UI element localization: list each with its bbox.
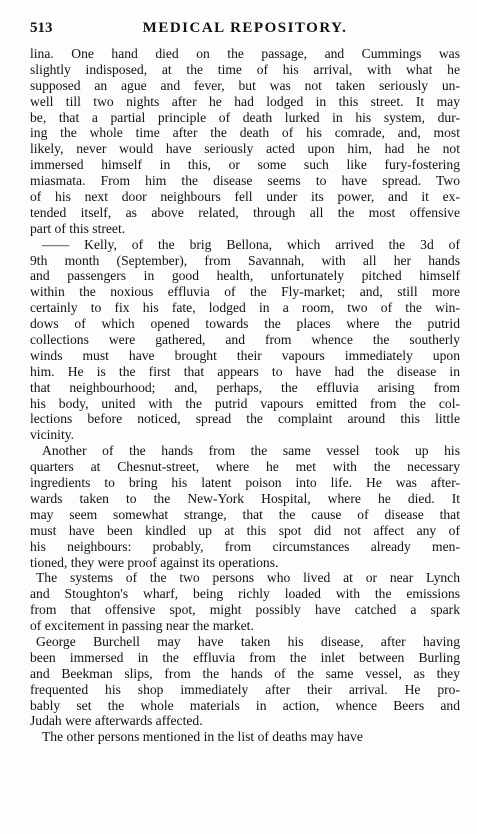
paragraph: [30, 729, 460, 745]
text-line: his neighbours: probably, from circumstances already men-: [30, 538, 460, 554]
running-title: MEDICAL REPOSITORY.: [142, 20, 348, 36]
text-line: quarters at Chesnut-street, where he met with the necessary: [30, 459, 460, 475]
body-text: [30, 46, 460, 745]
text-line: of excitement in passing near the market.: [30, 618, 254, 634]
text-line: slightly indisposed, at the time of his arrival, with what he: [30, 61, 460, 77]
text-line: frequented his shop immediately after their arrival. He pro-: [30, 681, 460, 697]
text-line: —— Kelly, of the brig Bellona, which arrived the 3d of: [42, 236, 460, 252]
text-line: wards taken to the New-York Hospital, where he died. It: [30, 490, 460, 506]
text-line: lina. One hand died on the passage, and Cummings was: [30, 46, 460, 61]
paragraph: [30, 443, 460, 570]
text-line: lections before noticed, spread the complaint around this little: [30, 411, 460, 427]
text-line: his body, united with the putrid vapours emitted from the col-: [30, 395, 460, 411]
text-line: winds must have brought their vapours immediately upon: [30, 347, 460, 363]
text-line: tended itself, as above related, through all the most offensive: [30, 204, 460, 220]
text-line: bably set the whole materials in action, whence Beers and: [30, 697, 460, 713]
text-line: from that offensive spot, might possibly have catched a spark: [30, 602, 460, 618]
text-line: miasmata. From him the disease seems to have spread. Two: [30, 173, 460, 189]
text-line: him. He is the first that appears to have had the disease in: [30, 363, 460, 379]
text-line: certainly to fix his fate, lodged in a room, two of the win-: [30, 300, 460, 316]
text-line: Judah were afterwards affected.: [30, 713, 203, 729]
text-line: ing the whole time after the death of his comrade, and, most: [30, 125, 460, 141]
paragraph: [30, 634, 460, 729]
page-number: 513: [30, 20, 53, 36]
page-header: [30, 20, 460, 40]
text-line: be, that a partial principle of death lurked in his system, dur-: [30, 109, 460, 125]
paragraph: [30, 46, 460, 237]
text-line: ingredients to bring his latent poison into life. He was after-: [30, 475, 460, 491]
text-line: tioned, they were proof against its operations.: [30, 554, 279, 570]
text-line: likely, never would have seriously acted upon him, had he not: [30, 141, 460, 157]
text-line: well till two nights after he had lodged in this street. It may: [30, 93, 460, 109]
text-line: part of this street.: [30, 220, 126, 236]
text-line: vicinity.: [30, 427, 75, 443]
text-line: and Stoughton's wharf, being richly loaded with the emissions: [30, 586, 460, 602]
text-line: been immersed in the effluvia from the inlet between Burling: [30, 649, 460, 665]
text-line: The systems of the two persons who lived at or near Lynch: [36, 570, 460, 586]
text-line: must have been kindled up at this spot did not affect any of: [30, 522, 460, 538]
text-line: and passengers in good health, unfortunately pitched himself: [30, 268, 460, 284]
text-line: immersed himself in this, or some such like fury-fostering: [30, 157, 460, 173]
paragraph: [30, 570, 460, 634]
text-line: supposed an ague and fever, but was not taken seriously un-: [30, 77, 460, 93]
text-line: collections were gathered, and from whence the southerly: [30, 332, 460, 348]
text-line: Another of the hands from the same vessel took up his: [42, 443, 460, 459]
text-line: dows of which opened towards the places where the putrid: [30, 316, 460, 332]
text-line: and Beekman slips, from the hands of the same vessel, as they: [30, 665, 460, 681]
text-line: may seem somewhat strange, that the cause of disease that: [30, 506, 460, 522]
text-line: George Burchell may have taken his disease, after having: [36, 633, 460, 649]
text-line: within the noxious effluvia of the Fly-market; and, still more: [30, 284, 460, 300]
text-line: of his next door neighbours fell under its power, and it ex-: [30, 189, 460, 205]
text-line: 9th month (September), from Savannah, with all her hands: [30, 252, 460, 268]
text-line: The other persons mentioned in the list of deaths may have: [42, 729, 363, 745]
text-line: that neighbourhood; and, perhaps, the effluvia arising from: [30, 379, 460, 395]
paragraph: [30, 237, 460, 444]
